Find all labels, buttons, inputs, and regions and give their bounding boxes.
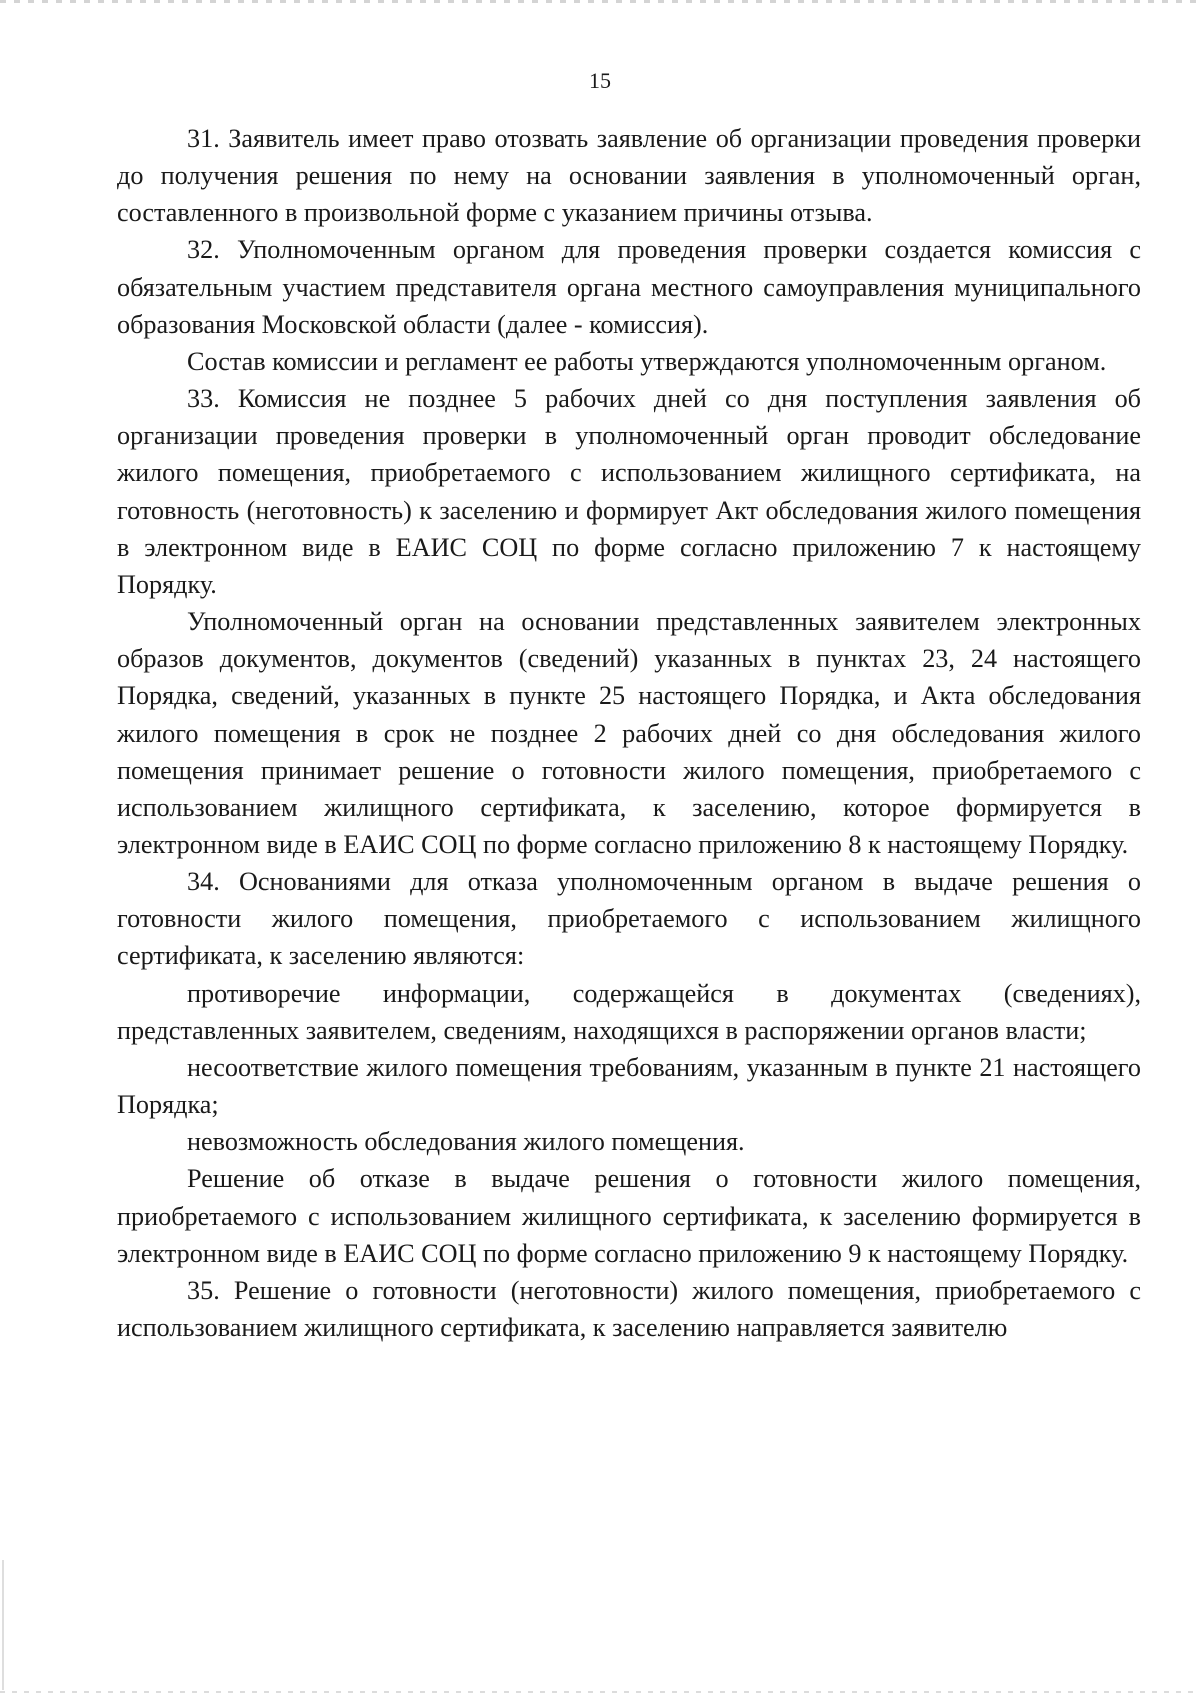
paragraph-31: 31. Заявитель имеет право отозвать заявление об организации проведения проверки до получения решения по нему на основании заявления в уполномоченный орган, составленного в произвольной форме с указанием причины отзыва. <box>117 124 1141 228</box>
scan-edge-top <box>0 0 1200 3</box>
paragraph-readiness-decision: Уполномоченный орган на основании представленных заявителем электронных образов документов, документов (сведений) указанных в пунктах 23, 24 настоящего Порядка, сведений, указанных в пункте 25 настоящего Порядка, и Акта обследования жилого помещения в срок не позднее 2 рабочих дней со дня обследования жилого помещения принимает решение о готовности жилого помещения, приобретаемого с использованием жилищного сертификата, к заселению, которое формируется в электронном виде в ЕАИС СОЦ по форме согласно приложению 8 к настоящему Порядку. <box>117 607 1141 859</box>
paragraph-35: 35. Решение о готовности (неготовности) жилого помещения, приобретаемого с использованием жилищного сертификата, к заселению направляется заявителю <box>117 1275 1141 1342</box>
paragraph-commission-composition: Состав комиссии и регламент ее работы утверждаются уполномоченным органом. <box>187 346 1107 376</box>
refusal-ground-contradiction: противоречие информации, содержащейся в документах (сведениях), представленных заявителем, сведениям, находящихся в распоряжении органов власти; <box>117 978 1141 1045</box>
paragraph-33: 33. Комиссия не позднее 5 рабочих дней со дня поступления заявления об организации проведения проверки в уполномоченный орган проводит обследование жилого помещения, приобретаемого с использованием жилищного сертификата, на готовность (неготовность) к заселению и формирует Акт обследования жилого помещения в электронном виде в ЕАИС СОЦ по форме согласно приложению 7 к настоящему Порядку. <box>117 384 1141 599</box>
page-number: 15 <box>589 68 611 93</box>
scan-edge-bottom <box>0 1691 1200 1693</box>
paragraph-32: 32. Уполномоченным органом для проведения проверки создается комиссия с обязательным участием представителя органа местного самоуправления муниципального образования Московской области (далее - комиссия). <box>117 235 1141 339</box>
refusal-ground-inspection-impossible: невозможность обследования жилого помещения. <box>187 1127 745 1157</box>
refusal-ground-noncompliance: несоответствие жилого помещения требованиям, указанным в пункте 21 настоящего Порядка; <box>117 1052 1141 1120</box>
paragraph-refusal-decision: Решение об отказе в выдаче решения о готовности жилого помещения, приобретаемого с использованием жилищного сертификата, к заселению формируется в электронном виде в ЕАИС СОЦ по форме согласно приложению 9 к настоящему Порядку. <box>117 1164 1141 1268</box>
paragraph-34: 34. Основаниями для отказа уполномоченным органом в выдаче решения о готовности жилого помещения, приобретаемого с использованием жилищного сертификата, к заселению являются: <box>117 867 1141 971</box>
document-body <box>117 120 1141 1346</box>
scan-edge-left <box>2 1560 4 1690</box>
